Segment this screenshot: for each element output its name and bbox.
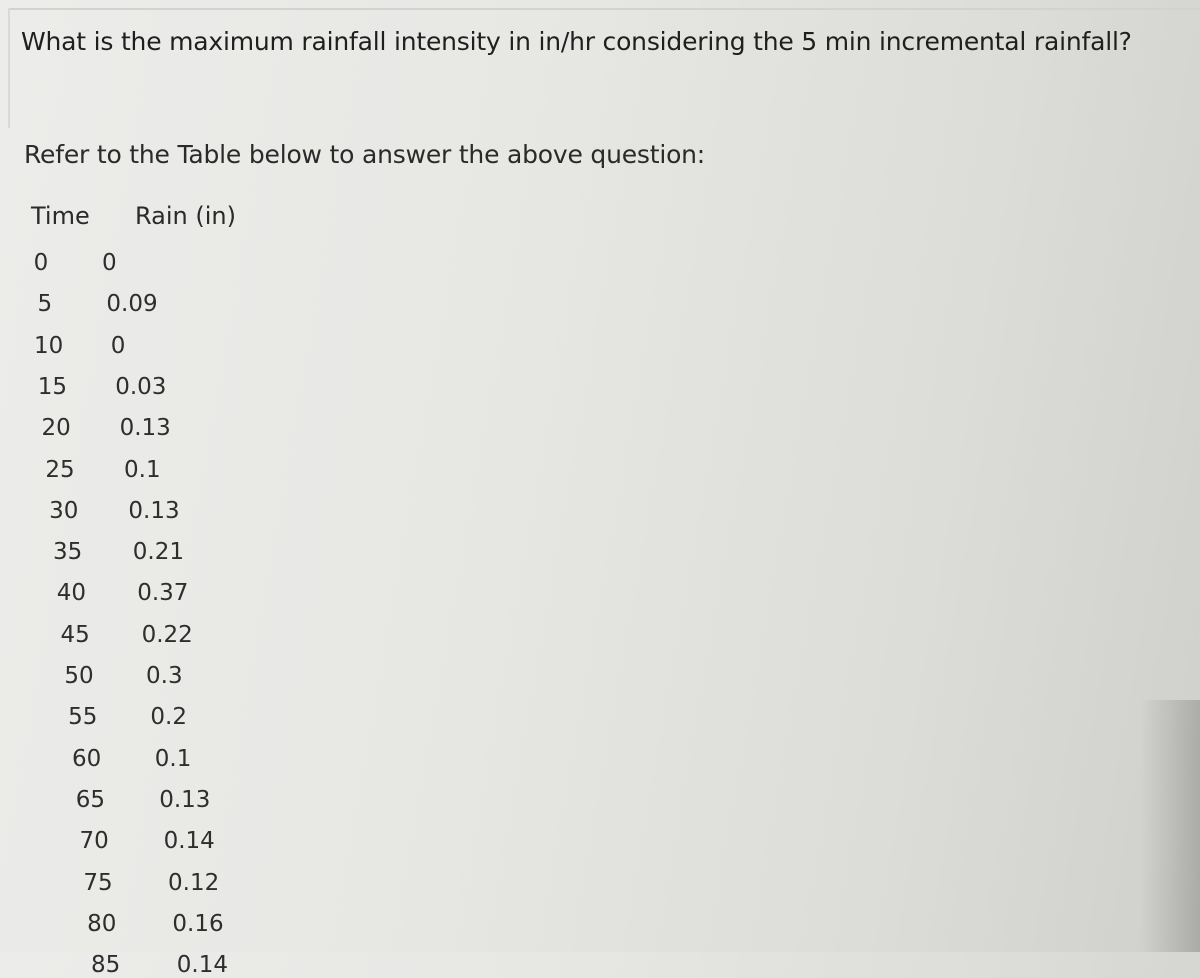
table-cell-rain: 0.21: [132, 539, 185, 566]
table-cell-time: 0: [33, 250, 49, 276]
table-header-time: Time: [31, 202, 90, 230]
table-cell-rain: 0.03: [115, 373, 167, 400]
table-cell-time: 20: [41, 415, 71, 442]
table-cell-rain: 0.14: [163, 828, 215, 855]
table-cell-rain: 0.3: [146, 663, 183, 689]
table-cell-time: 60: [71, 745, 102, 772]
table-cell-time: 25: [45, 456, 75, 483]
table-cell-time: 40: [56, 580, 87, 607]
table-cell-time: 70: [79, 828, 109, 855]
table-cell-rain: 0.1: [124, 456, 161, 483]
table-cell-rain: 0.13: [128, 497, 180, 524]
table-cell-time: 35: [52, 539, 83, 566]
table-cell-time: 85: [90, 952, 121, 978]
table-cell-rain: 0.12: [168, 869, 220, 896]
frame-top-border: [8, 8, 1200, 10]
table-header-rain: Rain (in): [135, 202, 236, 230]
table-cell-time: 30: [49, 497, 79, 524]
table-cell-time: 80: [87, 910, 117, 937]
question-text: What is the maximum rainfall intensity in in/hr considering the 5 min incremental rainfall?: [21, 27, 1132, 56]
table-cell-rain: 0.22: [141, 621, 193, 648]
table-cell-rain: 0: [110, 332, 126, 359]
instruction-text: Refer to the Table below to answer the above question:: [24, 140, 706, 169]
table-cell-time: 5: [37, 291, 53, 318]
table-cell-rain: 0: [102, 250, 117, 276]
table-cell-rain: 0.09: [106, 291, 158, 318]
table-cell-time: 55: [68, 704, 98, 731]
table-cell-rain: 0.1: [154, 745, 192, 772]
table-cell-time: 10: [33, 332, 64, 359]
photo-shadow: [1140, 700, 1200, 952]
table-cell-rain: 0.14: [176, 952, 229, 978]
table-cell-rain: 0.13: [159, 786, 211, 813]
table-cell-time: 65: [75, 786, 106, 813]
table-cell-time: 50: [64, 663, 94, 689]
table-cell-time: 75: [83, 869, 113, 896]
table-cell-time: 45: [60, 621, 90, 648]
table-cell-rain: 0.13: [119, 415, 171, 442]
table-cell-time: 15: [37, 373, 68, 400]
frame-left-border: [8, 8, 10, 128]
table-cell-rain: 0.2: [150, 704, 187, 731]
table-cell-rain: 0.16: [172, 910, 224, 937]
table-cell-rain: 0.37: [137, 580, 189, 607]
